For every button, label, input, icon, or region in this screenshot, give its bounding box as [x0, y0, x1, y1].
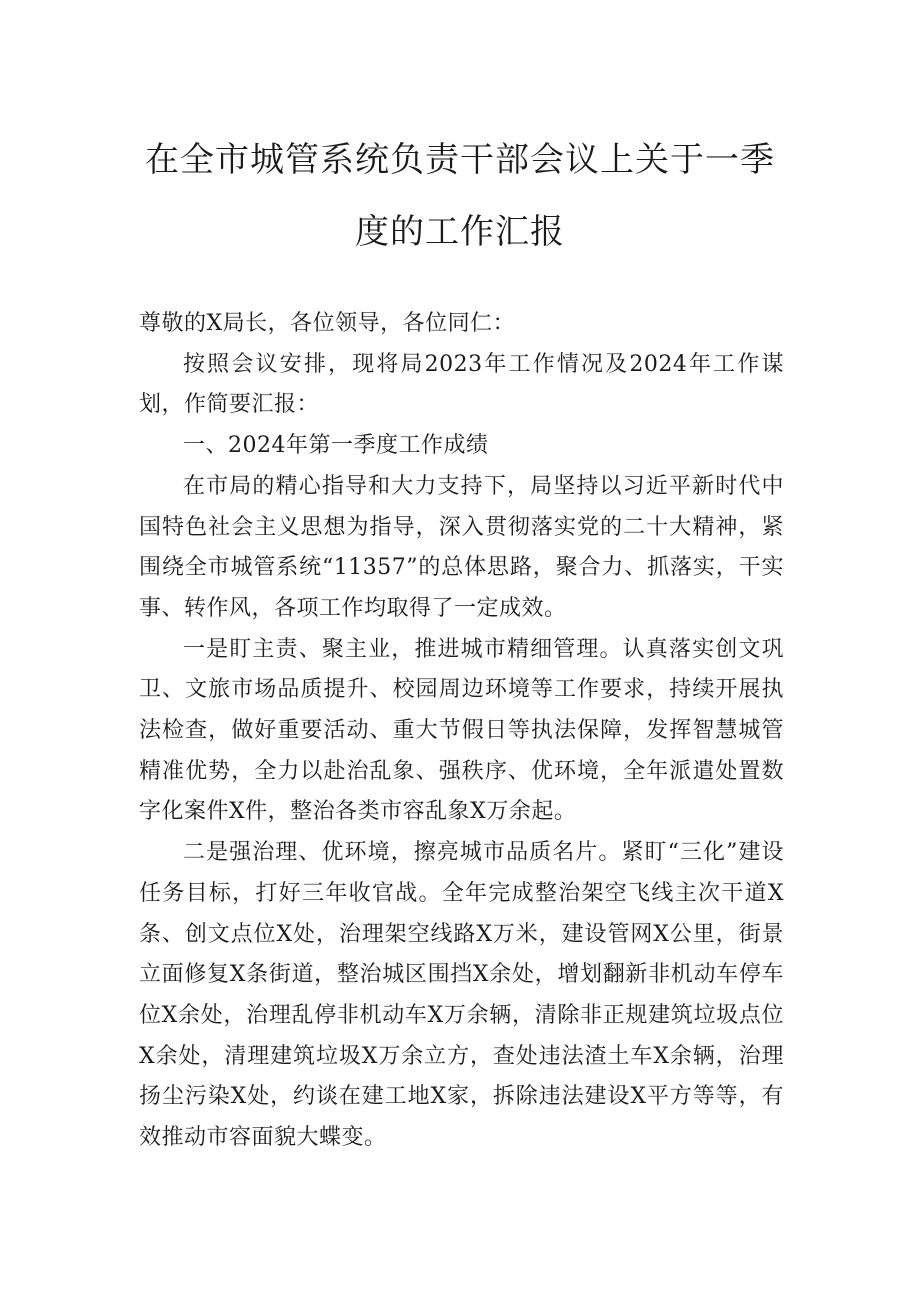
paragraph-item-1: 一是盯主责、聚主业，推进城市精细管理。认真落实创文巩卫、文旅市场品质提升、校园周边环境等工作要求，持续开展执法检查，做好重要活动、重大节假日等执法保障，发挥智慧城管精准优势，全力以赴治乱象、强秩序、优环境，全年派遣处置数字化案件X件，整治各类市容乱象X万余起。	[139, 636, 784, 825]
section-heading-1: 一、2024年第一季度工作成绩	[183, 433, 489, 459]
paragraph-intro: 按照会议安排，现将局2023年工作情况及2024年工作谋划，作简要汇报：	[139, 351, 784, 418]
document-title-line-2: 度的工作汇报	[355, 212, 565, 252]
salutation: 尊敬的X局长，各位领导，各位同仁：	[139, 311, 516, 336]
paragraph-item-2: 二是强治理、优环境，擦亮城市品质名片。紧盯“三化”建设任务目标，打好三年收官战。全年完成整治架空飞线主次干道X条、创文点位X处，治理架空线路X万米，建设管网X公里，街景立面修复X条街道，整治城区围挡X余处，增划翻新非机动车停车位X余处，治理乱停非机动车X万余辆，清除非正规建筑垃圾点位X余处，清理建筑垃圾X万余立方，查处违法渣土车X余辆，治理扬尘污染X处，约谈在建工地X家，拆除违法建设X平方等等，有效推动市容面貌大蝶变。	[139, 840, 784, 1151]
paragraph-overview: 在市局的精心指导和大力支持下，局坚持以习近平新时代中国特色社会主义思想为指导，深入贯彻落实党的二十大精神，紧围绕全市城管系统“11357”的总体思路，聚合力、抓落实，干实事、转作风，各项工作均取得了一定成效。	[139, 473, 784, 621]
document-body	[139, 304, 784, 1159]
document-title-line-1: 在全市城管系统负责干部会议上关于一季	[145, 140, 775, 180]
